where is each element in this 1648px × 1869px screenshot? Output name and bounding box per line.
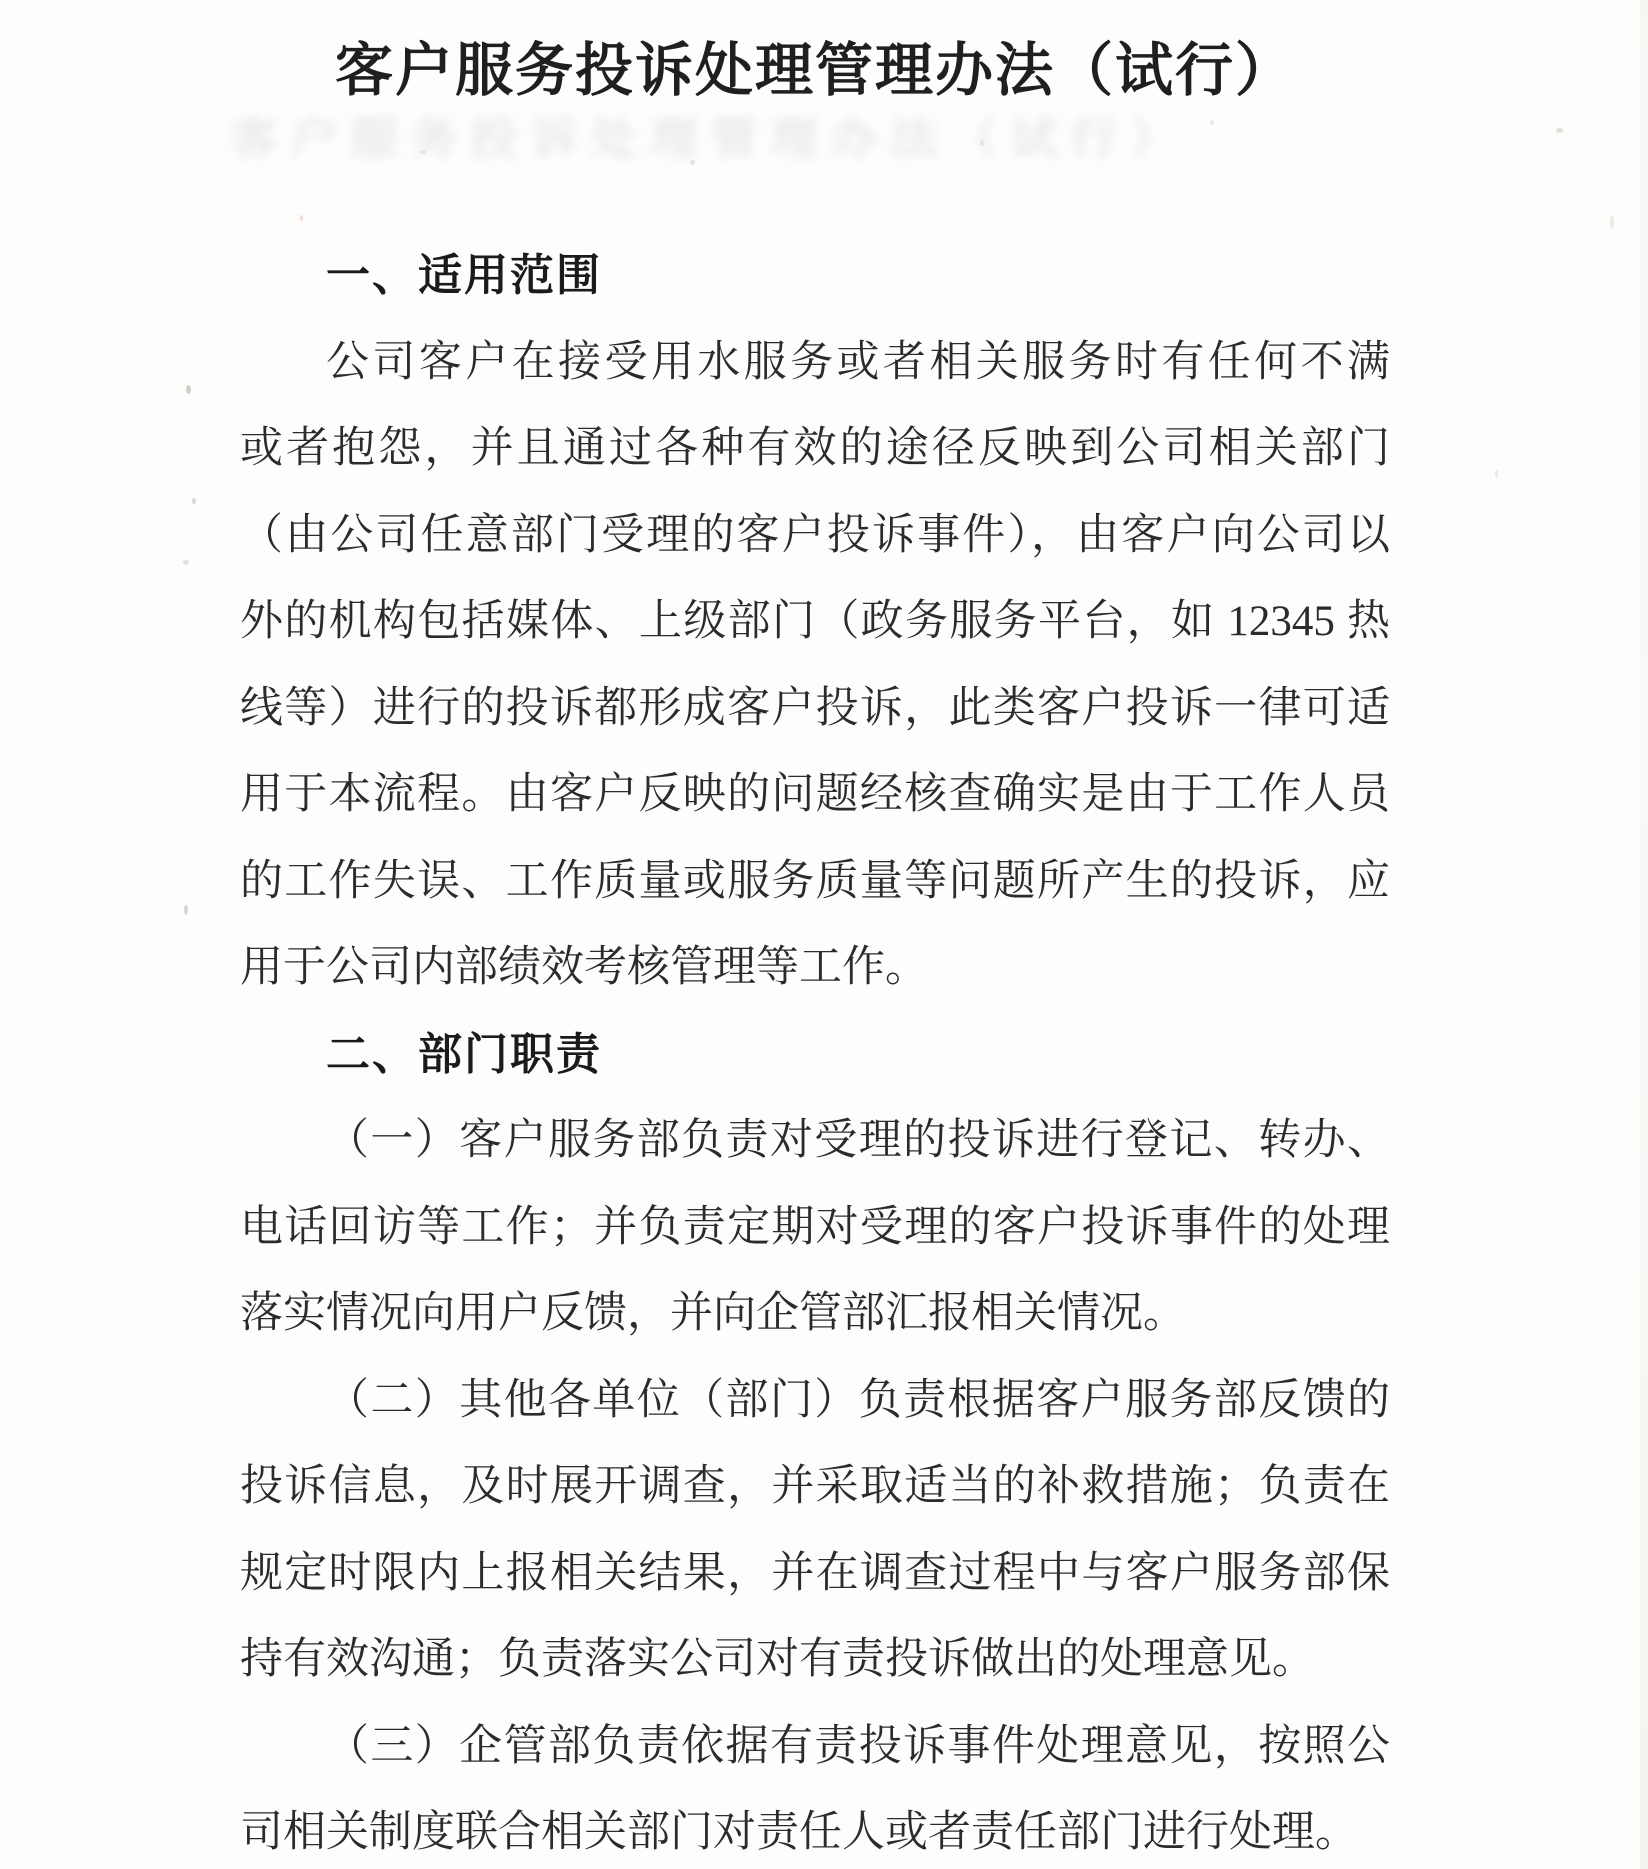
text-line: 电话回访等工作；并负责定期对受理的客户投诉事件的处理 — [240, 1203, 1390, 1251]
text-line: 投诉信息，及时展开调查，并采取适当的补救措施；负责在 — [240, 1463, 1390, 1510]
scan-speck — [183, 560, 189, 565]
text-line: 线等）进行的投诉都形成客户投诉，此类客户投诉一律可适 — [240, 684, 1390, 732]
section-heading: 二、部门职责 — [326, 1029, 602, 1079]
scan-speck — [420, 150, 426, 154]
scan-speck — [690, 160, 695, 165]
scan-speck — [1210, 120, 1214, 125]
scan-speck — [192, 498, 196, 504]
text-line: （一）客户服务部负责对受理的投诉进行登记、转办、 — [326, 1117, 1390, 1164]
text-line: 用于本流程。由客户反映的问题经核查确实是由于工作人员 — [240, 771, 1390, 818]
text-line: 的工作失误、工作质量或服务质量等问题所产生的投诉，应 — [240, 857, 1390, 905]
text-line: （三）企管部负责依据有责投诉事件处理意见，按照公 — [326, 1722, 1390, 1770]
document-body — [240, 233, 1390, 1869]
text-line: 公司客户在接受用水服务或者相关服务时有任何不满 — [326, 338, 1390, 386]
bleed-through-ghost-text: 客户服务投诉处理管理办法（试行） — [229, 114, 1190, 164]
text-line: 持有效沟通；负责落实公司对有责投诉做出的处理意见。 — [240, 1636, 1315, 1683]
document-title: 客户服务投诉处理管理办法（试行） — [334, 38, 1295, 103]
scanner-edge-shadow — [1640, 0, 1648, 1869]
scan-speck — [186, 385, 191, 394]
text-line: （二）其他各单位（部门）负责根据客户服务部反馈的 — [326, 1376, 1390, 1424]
text-line: （由公司任意部门受理的客户投诉事件），由客户向公司以 — [240, 511, 1390, 559]
text-line: 或者抱怨，并且通过各种有效的途径反映到公司相关部门 — [240, 425, 1390, 472]
text-line: 落实情况向用户反馈，并向企管部汇报相关情况。 — [240, 1290, 1186, 1337]
scan-speck — [1610, 215, 1614, 229]
scan-speck — [300, 215, 303, 221]
scan-speck — [980, 140, 984, 146]
text-line: 外的机构包括媒体、上级部门（政务服务平台，如 12345 热 — [240, 598, 1390, 645]
scan-speck — [184, 905, 188, 915]
text-line: 司相关制度联合相关部门对责任人或者责任部门进行处理。 — [240, 1809, 1358, 1856]
scan-speck — [1495, 470, 1498, 478]
section-heading: 一、适用范围 — [326, 251, 602, 300]
text-line: 规定时限内上报相关结果，并在调查过程中与客户服务部保 — [240, 1549, 1390, 1597]
text-line: 用于公司内部绩效考核管理等工作。 — [240, 944, 928, 991]
scan-speck — [1556, 128, 1563, 133]
